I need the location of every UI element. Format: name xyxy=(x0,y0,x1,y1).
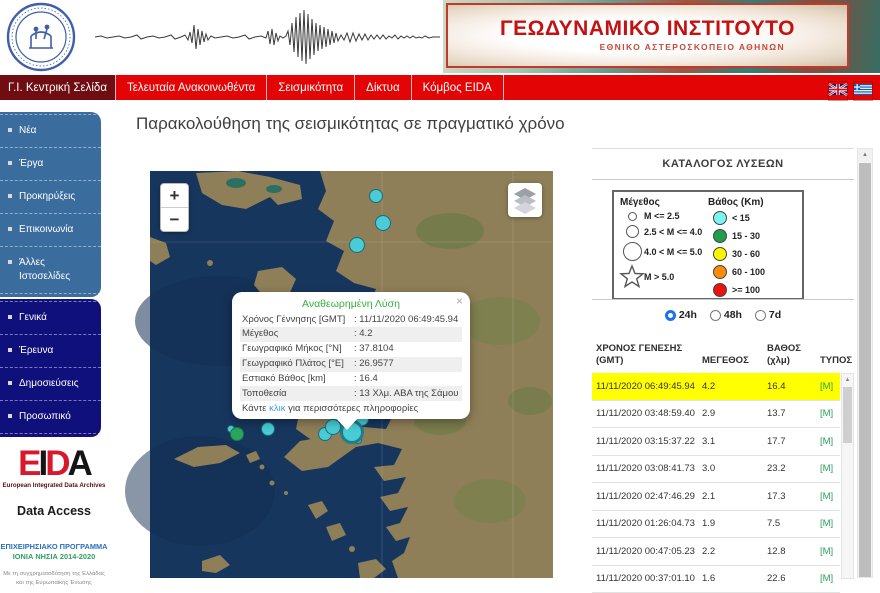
radio-dot xyxy=(710,310,721,321)
scroll-up-icon[interactable]: ▲ xyxy=(842,374,853,386)
popup-footer-text: Κάντε xyxy=(242,403,269,414)
sidebar-item-news[interactable]: Νέα xyxy=(0,114,101,147)
program-line1: ΕΠΙΧΕΙΡΗΣΙΑΚΟ ΠΡΟΓΡΑΜΜΑ xyxy=(0,542,108,552)
nav-item-home[interactable]: Γ.Ι. Κεντρική Σελίδα xyxy=(0,75,116,100)
nav-item-announcements[interactable]: Τελευταία Ανακοινωθέντα xyxy=(116,75,267,100)
popup-tail xyxy=(336,418,358,430)
legend-item xyxy=(708,283,796,297)
popup-row-latitude xyxy=(240,357,462,372)
table-row[interactable]: 11/11/2020 03:08:41.73 3.0 23.2 [M] xyxy=(592,456,840,484)
institute-title: ΓΕΩΔΥΝΑΜΙΚΟ ΙΝΣΤΙΤΟΥΤΟ xyxy=(448,17,847,41)
earthquake-marker[interactable] xyxy=(261,422,275,436)
legend-item xyxy=(708,211,796,225)
sidebar-item-calls[interactable]: Προκηρύξεις xyxy=(0,180,101,213)
depth-dot-green xyxy=(713,229,727,243)
radio-dot xyxy=(755,310,766,321)
table-row[interactable]: 11/11/2020 02:47:46.29 2.1 17.3 [M] xyxy=(592,483,840,511)
popup-value: : 16.4 xyxy=(354,373,460,385)
popup-footer-text: για περισσότερες πληροφορίες xyxy=(285,403,418,414)
table-row[interactable]: 11/11/2020 06:49:45.94 4.2 16.4 [M] xyxy=(592,373,840,401)
eida-letter-d: D xyxy=(45,444,67,483)
data-access-link[interactable]: Data Access xyxy=(0,504,108,518)
sidebar-item-research[interactable]: Έρευνα xyxy=(0,334,101,367)
legend-label: 60 - 100 xyxy=(732,267,765,277)
sidebar-item-publications[interactable]: Δημοσιεύσεις xyxy=(0,367,101,400)
eida-section xyxy=(0,446,108,587)
popup-label: Γεωγραφικό Μήκος [°N] xyxy=(242,343,354,355)
page-scrollbar-thumb[interactable] xyxy=(859,163,871,577)
legend-label: 4.0 < M <= 5.0 xyxy=(644,247,702,257)
institute-banner xyxy=(443,0,880,73)
observatory-seal-logo xyxy=(6,2,76,72)
uk-flag-icon[interactable] xyxy=(829,82,847,100)
legend-depth-column xyxy=(708,197,796,293)
legend-label: M <= 2.5 xyxy=(644,211,680,221)
earthquake-popup xyxy=(232,292,470,419)
funding-line1: Με τη συγχρηματοδότηση της Ελλάδας xyxy=(0,570,108,579)
depth-dot-yellow xyxy=(713,247,727,261)
magnitude-circle-medium xyxy=(626,225,639,238)
popup-value: : 26.9577 xyxy=(354,358,460,370)
solutions-panel-title: ΚΑΤΑΛΟΓΟΣ ΛΥΣΕΩΝ xyxy=(592,158,854,170)
divider xyxy=(592,299,854,300)
legend-magnitude-title: Μέγεθος xyxy=(620,197,708,208)
earthquake-marker[interactable] xyxy=(230,427,244,441)
sidebar-menu-primary xyxy=(0,112,101,297)
popup-label: Μέγεθος xyxy=(242,328,354,340)
earthquake-marker[interactable] xyxy=(369,189,383,203)
legend-item xyxy=(708,247,796,261)
seismogram-trace xyxy=(95,7,440,72)
popup-label: Τοποθεσία xyxy=(242,388,354,400)
legend-item xyxy=(620,211,708,221)
eida-letter-i: I xyxy=(39,444,46,483)
radio-label: 7d xyxy=(769,309,781,321)
legend-item xyxy=(620,225,708,238)
funding-note xyxy=(0,570,108,588)
nav-item-seismicity[interactable]: Σεισμικότητα xyxy=(267,75,355,100)
magnitude-circle-small xyxy=(628,212,637,221)
table-row[interactable]: 11/11/2020 00:37:01.10 1.6 22.6 [M] xyxy=(592,566,840,593)
eida-subtitle: European Integrated Data Archives xyxy=(0,482,108,489)
table-row[interactable]: 11/11/2020 01:26:04.73 1.9 7.5 [M] xyxy=(592,511,840,539)
nav-item-eida-node[interactable]: Κόμβος EIDA xyxy=(412,75,504,100)
legend-label: >= 100 xyxy=(732,285,760,295)
legend-label: 30 - 60 xyxy=(732,249,760,259)
table-scrollbar[interactable] xyxy=(841,373,854,579)
main-navbar xyxy=(0,75,880,100)
institute-banner-box xyxy=(446,3,849,68)
radio-24h[interactable] xyxy=(665,309,697,321)
radio-label: 48h xyxy=(724,309,742,321)
operational-program-logo xyxy=(0,542,108,563)
star-icon xyxy=(620,265,644,288)
layers-button[interactable] xyxy=(508,183,542,217)
legend-item xyxy=(620,242,708,261)
solutions-panel xyxy=(592,148,854,579)
popup-label: Γεωγραφικό Πλάτος [°E] xyxy=(242,358,354,370)
radio-48h[interactable] xyxy=(710,309,742,321)
legend-item xyxy=(708,229,796,243)
earthquake-table xyxy=(592,373,840,579)
page-scrollbar[interactable] xyxy=(857,148,873,578)
funding-line2: και της Ευρωπαϊκής Ένωσης xyxy=(0,579,108,588)
popup-value: : 13 Χλμ. ΑΒΑ της Σάμου xyxy=(354,388,460,400)
earthquake-marker[interactable] xyxy=(375,215,391,231)
legend-label: 15 - 30 xyxy=(732,231,760,241)
sidebar-item-contact[interactable]: Επικοινωνία xyxy=(0,213,101,246)
nav-item-networks[interactable]: Δίκτυα xyxy=(355,75,411,100)
greece-flag-icon[interactable] xyxy=(854,82,872,100)
popup-row-location xyxy=(240,386,462,401)
popup-row-origin-time xyxy=(240,312,462,327)
eida-letter-a: A xyxy=(68,444,90,483)
layers-icon xyxy=(513,187,537,213)
table-scrollbar-thumb[interactable] xyxy=(843,387,852,443)
divider xyxy=(592,179,854,180)
col-header-depth: ΒΑΘΟΣ (χλμ) xyxy=(767,343,820,367)
popup-value: : 37.8104 xyxy=(354,343,460,355)
zoom-out-button[interactable]: − xyxy=(161,208,188,231)
eida-letter-e: E xyxy=(18,444,38,483)
popup-row-depth xyxy=(240,372,462,387)
institute-subtitle: ΕΘΝΙΚΟ ΑΣΤΕΡΟΣΚΟΠΕΙΟ ΑΘΗΝΩΝ xyxy=(448,42,847,52)
legend-magnitude-column xyxy=(620,197,708,293)
table-header xyxy=(592,339,840,367)
sidebar-item-staff[interactable]: Προσωπικό xyxy=(0,400,101,434)
seismicity-map[interactable] xyxy=(150,171,553,578)
sidebar-menu-secondary xyxy=(0,299,101,437)
popup-title: Αναθεωρημένη Λύση xyxy=(240,298,462,310)
legend-label: 2.5 < M <= 4.0 xyxy=(644,227,702,237)
table-row[interactable]: 11/11/2020 03:15:37.22 3.1 17.7 [M] xyxy=(592,428,840,456)
depth-dot-red xyxy=(713,283,727,297)
eida-logo[interactable] xyxy=(0,446,108,481)
sidebar-item-projects[interactable]: Έργα xyxy=(0,147,101,180)
map-zoom-control xyxy=(160,183,189,232)
scroll-up-icon[interactable]: ▲ xyxy=(858,149,872,162)
map-legend xyxy=(612,190,804,300)
close-icon[interactable]: × xyxy=(456,294,463,308)
header xyxy=(0,0,880,75)
radio-dot xyxy=(665,310,676,321)
earthquake-marker[interactable] xyxy=(349,237,365,253)
col-header-time: ΧΡΟΝΟΣ ΓΕΝΕΣΗΣ (GMT) xyxy=(592,343,702,367)
legend-depth-title: Βάθος (Km) xyxy=(708,197,796,208)
popup-label: Χρόνος Γέννησης [GMT] xyxy=(242,314,354,326)
radio-label: 24h xyxy=(679,309,697,321)
popup-value: : 4.2 xyxy=(354,328,460,340)
period-selector xyxy=(592,309,854,324)
popup-row-magnitude xyxy=(240,327,462,342)
legend-item xyxy=(708,265,796,279)
legend-label: < 15 xyxy=(732,213,750,223)
col-header-magnitude: ΜΕΓΕΘΟΣ xyxy=(702,355,767,367)
col-header-type: ΤΥΠΟΣ xyxy=(820,355,852,367)
more-info-link[interactable]: κλικ xyxy=(269,403,285,414)
table-row[interactable]: 11/11/2020 03:48:59.40 2.9 13.7 [M] xyxy=(592,401,840,429)
popup-value: : 11/11/2020 06:49:45.94 xyxy=(354,314,460,326)
table-row[interactable]: 11/11/2020 00:47:05.23 2.2 12.8 [M] xyxy=(592,538,840,566)
radio-7d[interactable] xyxy=(755,309,781,321)
sidebar-item-other-sites[interactable]: Άλλες Ιστοσελίδες xyxy=(0,246,101,294)
page-title: Παρακολούθηση της σεισμικότητας σε πραγματικό χρόνο xyxy=(136,114,565,134)
legend-item xyxy=(620,265,708,288)
sidebar-item-general[interactable]: Γενικά xyxy=(0,301,101,334)
popup-label: Εστιακό Βάθος [km] xyxy=(242,373,354,385)
program-line2: ΙΟΝΙΑ ΝΗΣΙΑ 2014-2020 xyxy=(0,552,108,562)
zoom-in-button[interactable]: + xyxy=(161,184,188,208)
depth-dot-orange xyxy=(713,265,727,279)
depth-dot-cyan xyxy=(713,211,727,225)
legend-label: M > 5.0 xyxy=(644,272,674,282)
popup-footer xyxy=(240,401,462,414)
popup-row-longitude xyxy=(240,342,462,357)
magnitude-circle-large xyxy=(623,242,642,261)
